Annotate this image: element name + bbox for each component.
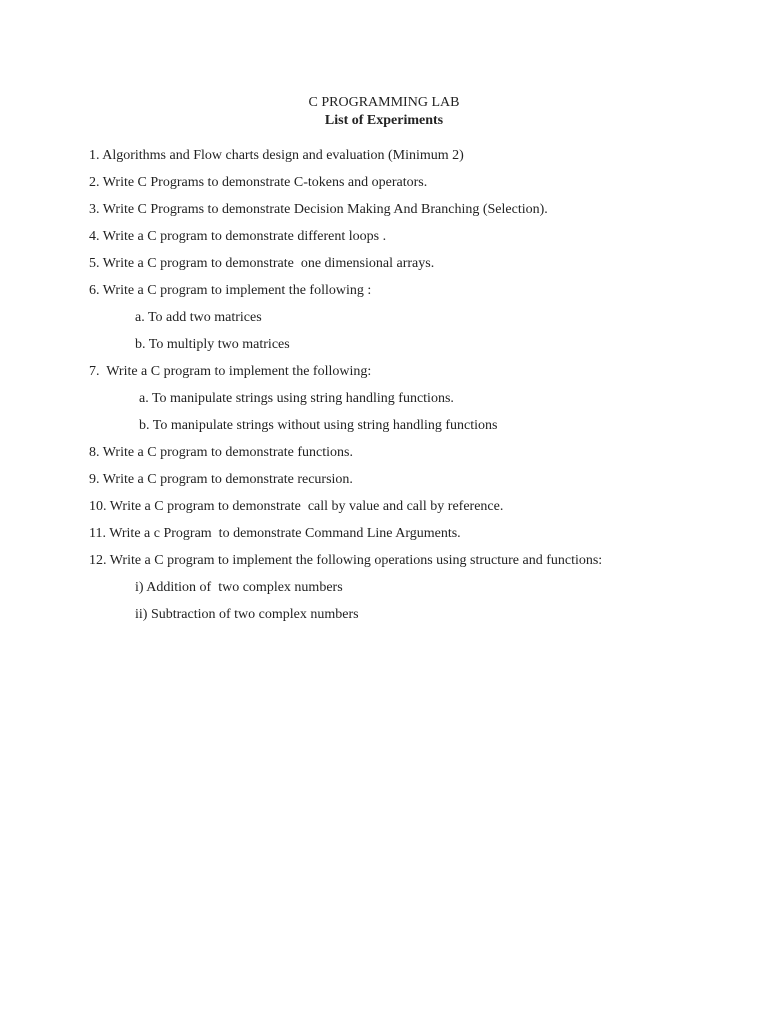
experiment-item-8: 8. Write a C program to demonstrate functions. bbox=[89, 445, 353, 460]
experiment-item-12: 12. Write a C program to implement the following operations using structure and functions: bbox=[89, 553, 603, 568]
experiment-item-1: 1. Algorithms and Flow charts design and evaluation (Minimum 2) bbox=[89, 148, 464, 163]
experiment-item-4: 4. Write a C program to demonstrate different loops . bbox=[89, 229, 387, 244]
experiment-subitem-7a: a. To manipulate strings using string handling functions. bbox=[139, 391, 454, 406]
experiment-item-6: 6. Write a C program to implement the following : bbox=[89, 283, 372, 298]
experiment-item-11: 11. Write a c Program to demonstrate Command Line Arguments. bbox=[89, 526, 461, 541]
experiment-item-7: 7. Write a C program to implement the following: bbox=[89, 364, 372, 379]
document-subtitle: List of Experiments bbox=[324, 113, 444, 128]
experiment-item-2: 2. Write C Programs to demonstrate C-tokens and operators. bbox=[89, 175, 428, 190]
document-title: C PROGRAMMING LAB bbox=[308, 95, 460, 110]
experiment-item-3: 3. Write C Programs to demonstrate Decision Making And Branching (Selection). bbox=[89, 202, 548, 217]
experiment-item-5: 5. Write a C program to demonstrate one dimensional arrays. bbox=[89, 256, 435, 271]
experiment-list bbox=[0, 146, 768, 632]
experiment-subitem-6a: a. To add two matrices bbox=[135, 310, 262, 325]
experiment-subitem-12i: i) Addition of two complex numbers bbox=[135, 580, 343, 595]
experiment-item-9: 9. Write a C program to demonstrate recursion. bbox=[89, 472, 353, 487]
experiment-subitem-7b: b. To manipulate strings without using string handling functions bbox=[139, 418, 498, 433]
experiment-item-10: 10. Write a C program to demonstrate call by value and call by reference. bbox=[89, 499, 504, 514]
experiment-subitem-6b: b. To multiply two matrices bbox=[135, 337, 290, 352]
experiment-subitem-12ii: ii) Subtraction of two complex numbers bbox=[135, 607, 359, 622]
